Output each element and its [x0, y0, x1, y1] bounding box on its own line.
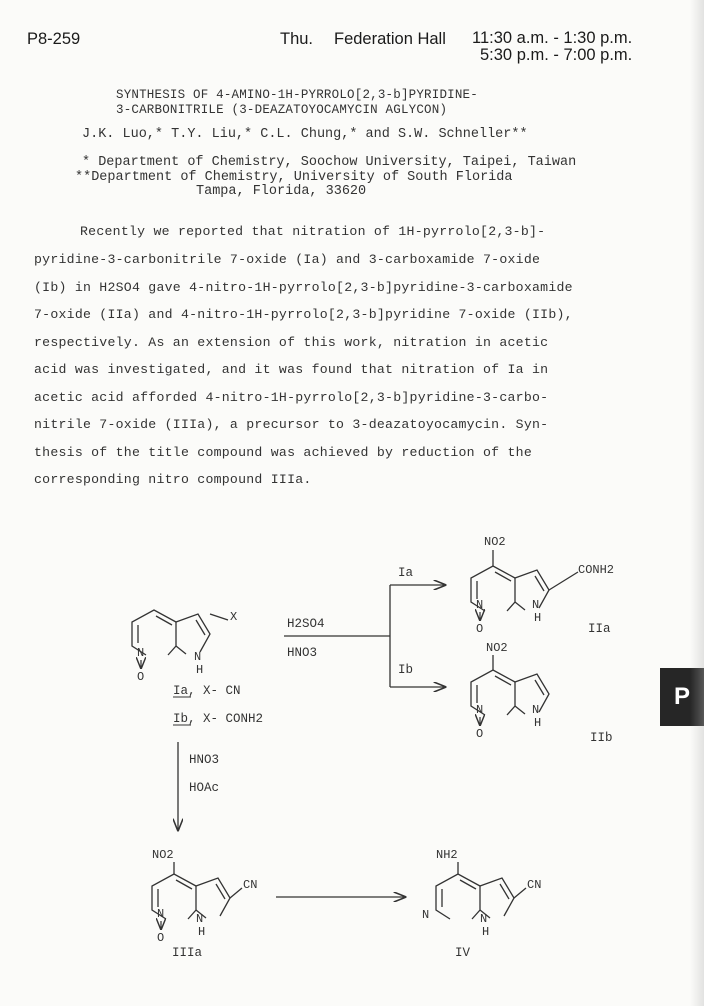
affiliation-3: Tampa, Florida, 33620	[196, 184, 367, 199]
session-venue: Federation Hall	[334, 30, 446, 48]
body-line: corresponding nitro compound IIIa.	[34, 472, 312, 487]
session-time-2: 5:30 p.m. - 7:00 p.m.	[480, 46, 633, 64]
structure-iib	[471, 641, 549, 741]
authors: J.K. Luo,* T.Y. Liu,* C.L. Chung,* and S.W. Schneller**	[82, 127, 528, 142]
atom-h: H	[198, 925, 206, 939]
group-cn: CN	[243, 878, 258, 892]
session-day: Thu.	[280, 30, 314, 48]
structure-iiia	[152, 848, 257, 945]
atom-o: O	[137, 670, 145, 684]
body-line: acid was investigated, and it was found that nitration of Ia in	[34, 362, 549, 377]
atom-n-pyridine: N	[476, 703, 484, 717]
label-iiia: IIIa	[172, 946, 203, 960]
group-conh2: CONH2	[578, 563, 615, 577]
branch-ib: Ib	[398, 663, 414, 677]
body-line: (Ib) in H2SO4 gave 4-nitro-1H-pyrrolo[2,3-b]pyridine-3-carboxamide	[34, 280, 573, 295]
atom-n-pyridine: N	[137, 646, 145, 660]
body-line: 7-oxide (IIa) and 4-nitro-1H-pyrrolo[2,3-b]pyridine 7-oxide (IIb),	[34, 307, 573, 322]
affiliation-2: **Department of Chemistry, University of South Florida	[75, 170, 513, 185]
group-nh2: NH2	[436, 848, 458, 862]
reagent-h2so4: H2SO4	[287, 617, 325, 631]
label-iv: IV	[455, 946, 471, 960]
structure-iia	[471, 535, 614, 636]
label-ib-x-conh2: Ib, X- CONH2	[173, 712, 264, 726]
atom-h: H	[196, 663, 204, 677]
atom-h: H	[482, 925, 490, 939]
body-line: respectively. As an extension of this work, nitration in acetic	[34, 335, 549, 350]
label-ia-x-cn: Ia, X- CN	[173, 684, 241, 698]
group-no2: NO2	[152, 848, 174, 862]
body-line: acetic acid afforded 4-nitro-1H-pyrrolo[2,3-b]pyridine-3-carbo-	[34, 390, 549, 405]
page-edge-shadow	[690, 0, 704, 1006]
atom-n-pyrrole: N	[196, 912, 204, 926]
label-iib: IIb	[590, 731, 613, 745]
atom-o: O	[476, 727, 484, 741]
structure-iv	[422, 848, 541, 939]
paper-title-line-1: SYNTHESIS OF 4-AMINO-1H-PYRROLO[2,3-b]PYRIDINE-	[116, 88, 478, 102]
group-cn: CN	[527, 878, 542, 892]
reagent-hoac: HOAc	[189, 781, 220, 795]
group-no2: NO2	[486, 641, 508, 655]
body-line: thesis of the title compound was achieved by reduction of the	[34, 445, 532, 460]
session-time-1: 11:30 a.m. - 1:30 p.m.	[472, 29, 633, 47]
abstract-code: P8-259	[27, 30, 81, 48]
body-line: nitrile 7-oxide (IIIa), a precursor to 3-deazatoyocamycin. Syn-	[34, 417, 549, 432]
atom-o: O	[476, 622, 484, 636]
body-line: pyridine-3-carbonitrile 7-oxide (Ia) and 3-carboxamide 7-oxide	[34, 252, 541, 267]
atom-h: H	[534, 716, 542, 730]
paper-title-line-2: 3-CARBONITRILE (3-DEAZATOYOCAMYCIN AGLYCON)	[116, 103, 448, 117]
atom-n-pyridine: N	[157, 907, 165, 921]
atom-n-pyrrole: N	[532, 598, 540, 612]
atom-n-pyridine: N	[476, 598, 484, 612]
body-line: Recently we reported that nitration of 1H-pyrrolo[2,3-b]-	[80, 224, 546, 239]
group-no2: NO2	[484, 535, 506, 549]
reagent-hno3-down: HNO3	[189, 753, 220, 767]
affiliation-1: * Department of Chemistry, Soochow University, Taipei, Taiwan	[82, 155, 577, 170]
structure-starting-material	[132, 610, 237, 684]
atom-n-pyrrole: N	[480, 912, 488, 926]
section-tab: P	[660, 668, 704, 726]
label-iia: IIa	[588, 622, 611, 636]
substituent-x: X	[230, 610, 238, 624]
reagent-hno3: HNO3	[287, 646, 318, 660]
atom-o: O	[157, 931, 165, 945]
atom-h: H	[534, 611, 542, 625]
branch-ia: Ia	[398, 566, 414, 580]
atom-n-pyridine: N	[422, 908, 430, 922]
atom-n-pyrrole: N	[532, 703, 540, 717]
atom-n-pyrrole: N	[194, 650, 202, 664]
